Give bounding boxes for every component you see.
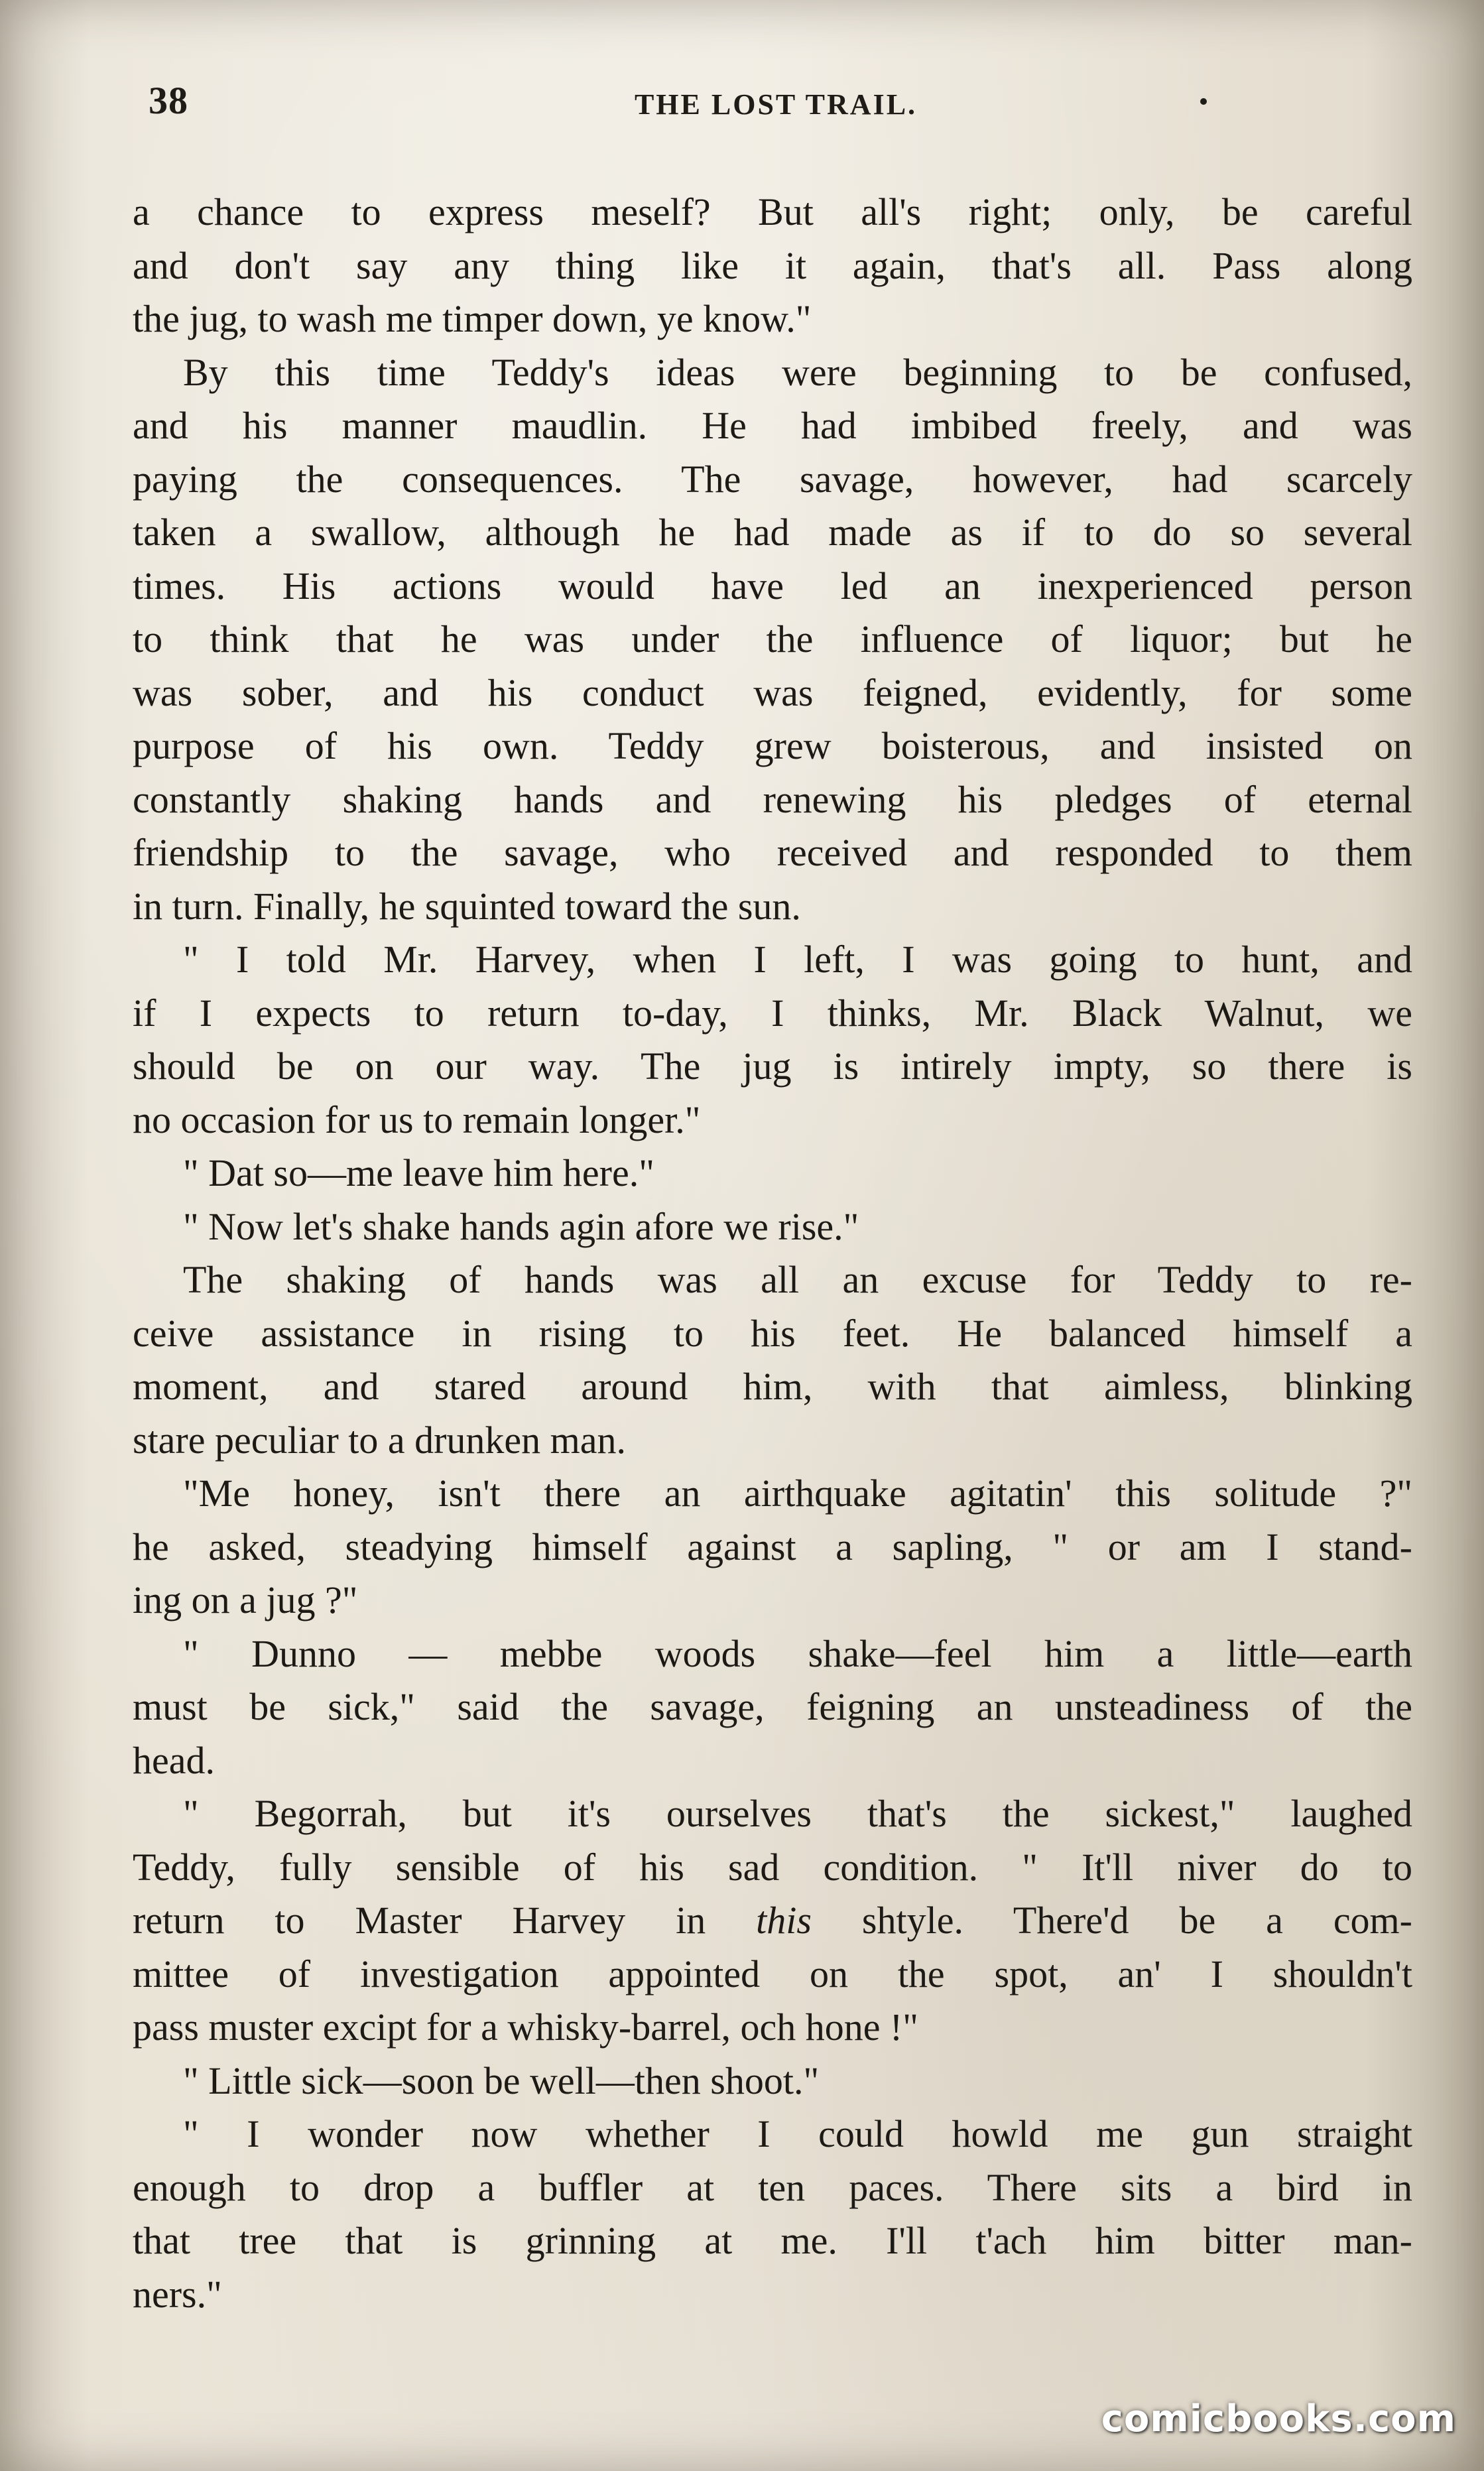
text-segment: he asked, steadying himself against a sapling, " or am I stand-	[133, 1525, 1412, 1568]
text-segment: a chance to express meself? But all's right; only, be careful	[133, 190, 1412, 233]
text-line	[133, 186, 1412, 239]
text-line	[133, 666, 1412, 720]
text-line	[133, 1787, 1412, 1841]
text-line	[133, 1040, 1412, 1094]
text-segment: " I wonder now whether I could howld me gun straight	[183, 2112, 1412, 2155]
text-line	[133, 1948, 1412, 2001]
page-header	[133, 78, 1419, 131]
text-line	[133, 2214, 1412, 2268]
text-segment: enough to drop a buffler at ten paces. There sits a bird in	[133, 2165, 1412, 2209]
page-number: 38	[149, 79, 188, 122]
text-segment: to think that he was under the influence of liquor; but he	[133, 617, 1412, 661]
text-line	[133, 1360, 1412, 1414]
text-segment: was sober, and his conduct was feigned, evidently, for some	[133, 670, 1412, 714]
text-line	[133, 346, 1412, 400]
body-text	[133, 186, 1412, 2321]
text-segment: if I expects to return to-day, I thinks, Mr. Black Walnut, we	[133, 991, 1412, 1035]
text-line	[133, 399, 1412, 453]
text-segment: Teddy, fully sensible of his sad condition. " It'll niver do to	[133, 1845, 1412, 1889]
text-line	[133, 880, 1412, 934]
text-segment: head.	[133, 1738, 215, 1782]
text-line	[133, 1414, 1412, 1468]
text-line	[133, 506, 1412, 560]
text-segment: that tree that is grinning at me. I'll t'ach him bitter man-	[133, 2219, 1412, 2262]
text-line	[133, 2161, 1412, 2215]
text-line	[133, 1094, 1412, 1147]
text-segment: ing on a jug ?"	[133, 1578, 358, 1621]
printer-mark	[1200, 98, 1207, 105]
text-line	[133, 987, 1412, 1041]
text-segment: should be on our way. The jug is intirely impty, so there is	[133, 1045, 1412, 1088]
text-line	[133, 1253, 1412, 1307]
text-segment: " Begorrah, but it's ourselves that's the sickest," laughed	[183, 1792, 1412, 1835]
text-line	[133, 2268, 1412, 2322]
text-line	[133, 453, 1412, 507]
text-segment: By this time Teddy's ideas were beginning to be confused,	[183, 350, 1412, 394]
text-segment: mittee of investigation appointed on the spot, an' I shouldn't	[133, 1952, 1412, 1996]
text-segment: " Little sick—soon be well—then shoot."	[183, 2059, 820, 2102]
text-segment: purpose of his own. Teddy grew boisterous, and insisted on	[133, 724, 1412, 767]
text-segment: friendship to the savage, who received and responded to them	[133, 831, 1412, 874]
text-segment: paying the consequences. The savage, however, had scarcely	[133, 457, 1412, 501]
text-segment: ceive assistance in rising to his feet. He balanced himself a	[133, 1311, 1412, 1355]
text-line	[133, 2055, 1412, 2108]
text-segment: the jug, to wash me timper down, ye know."	[133, 297, 812, 340]
text-segment: times. His actions would have led an inexperienced person	[133, 564, 1412, 607]
text-line	[133, 1147, 1412, 1200]
text-line	[133, 1200, 1412, 1254]
text-segment: pass muster excipt for a whisky-barrel, och hone !"	[133, 2005, 918, 2049]
text-line	[133, 1307, 1412, 1361]
italic-word: this	[756, 1899, 812, 1942]
text-segment: "Me honey, isn't there an airthquake agitatin' this solitude ?"	[183, 1472, 1412, 1515]
text-line	[133, 2001, 1412, 2055]
text-line	[133, 1680, 1412, 1734]
text-line	[133, 826, 1412, 880]
text-line	[133, 1521, 1412, 1574]
text-segment: " Dat so—me leave him here."	[183, 1151, 654, 1194]
text-segment: taken a swallow, although he had made as if to do so several	[133, 511, 1412, 554]
text-segment: return to Master Harvey in	[133, 1899, 757, 1942]
text-segment: no occasion for us to remain longer."	[133, 1098, 701, 1141]
text-segment: " Now let's shake hands agin afore we rise."	[183, 1204, 859, 1248]
text-segment: and his manner maudlin. He had imbibed freely, and was	[133, 404, 1412, 447]
text-line	[133, 1627, 1412, 1681]
watermark: comicbooks.com	[1101, 2397, 1456, 2440]
text-line	[133, 1894, 1412, 1948]
text-segment: ners."	[133, 2272, 222, 2316]
text-line	[133, 2108, 1412, 2161]
text-line	[133, 560, 1412, 613]
text-line	[133, 1467, 1412, 1521]
text-segment: " I told Mr. Harvey, when I left, I was going to hunt, and	[183, 938, 1412, 981]
text-line	[133, 1734, 1412, 1788]
text-segment: constantly shaking hands and renewing his pledges of eternal	[133, 777, 1412, 821]
text-segment: in turn. Finally, he squinted toward the sun.	[133, 884, 801, 928]
text-line	[133, 292, 1412, 346]
text-segment: shtyle. There'd be a com-	[811, 1899, 1412, 1942]
text-line	[133, 239, 1412, 293]
text-line	[133, 613, 1412, 666]
text-segment: must be sick," said the savage, feigning an unsteadiness of the	[133, 1685, 1412, 1728]
text-segment: " Dunno — mebbe woods shake—feel him a little—earth	[183, 1631, 1412, 1675]
text-segment: moment, and stared around him, with that aimless, blinking	[133, 1365, 1412, 1408]
text-segment: The shaking of hands was all an excuse for Teddy to re-	[183, 1258, 1412, 1301]
text-line	[133, 773, 1412, 827]
text-line	[133, 1574, 1412, 1627]
text-segment: stare peculiar to a drunken man.	[133, 1418, 627, 1462]
text-line	[133, 720, 1412, 773]
text-line	[133, 933, 1412, 987]
text-segment: and don't say any thing like it again, that's all. Pass along	[133, 243, 1412, 287]
text-line	[133, 1841, 1412, 1895]
running-title: THE LOST TRAIL.	[634, 88, 918, 121]
